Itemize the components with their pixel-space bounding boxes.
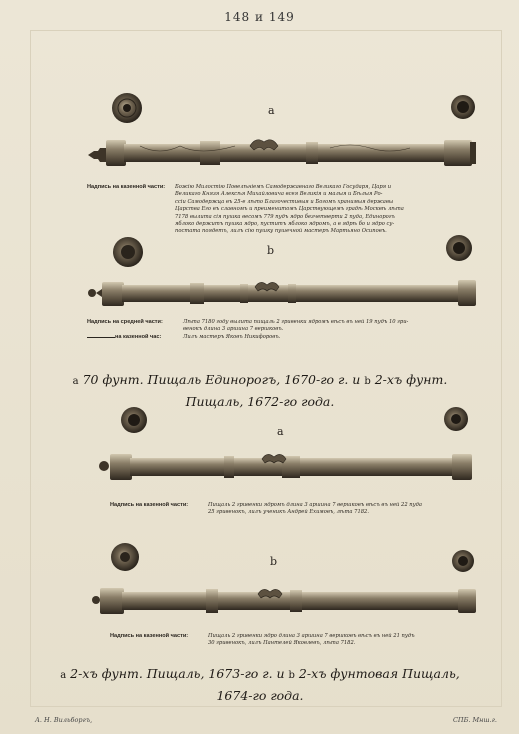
inscription-2-text-breech: Лилъ мастеръ Яковъ Никифоровъ.	[183, 333, 281, 340]
muzzle-end-view-4	[111, 543, 139, 571]
caption-2-text-a: 2-хъ фунт. Пищаль, 1673-го г. и	[66, 666, 289, 681]
inscription-3	[110, 502, 430, 517]
breech-end-view-2	[446, 235, 472, 261]
page-number: 148 и 149	[224, 10, 295, 24]
inscription-2-line: венокъ длина 3 аршина 7 вершковъ.	[183, 326, 284, 333]
breech-end-view-4	[452, 550, 474, 572]
inscription-3-line: 25 гривенокъ, лилъ ученикъ Андрей Ехимовъ, лѣта 7182.	[208, 509, 369, 516]
inscription-2-line: Лѣта 7180 году вылита пищаль 2 гривенки ядромъ вѣсъ въ ней 19 пудъ 10 гри-	[183, 319, 409, 325]
inscription-1-label: Надпись на казенной части:	[87, 184, 166, 190]
inscription-4-label: Надпись на казенной части:	[110, 633, 189, 639]
muzzle-end-view-2	[113, 237, 143, 267]
inscription-1-line: яблоко держитъ пушка ядро, пуститъ яблоко ядромъ, а в ядрѣ бо и ядро су-	[175, 221, 395, 228]
cannon-4-barrel	[92, 588, 476, 614]
caption-1-letter-b: b	[364, 376, 371, 387]
caption-1-text-a: 70 фунт. Пищаль Единорогъ, 1670-го г. и	[78, 372, 365, 387]
inscription-4-text	[208, 633, 415, 648]
cannon-letter-b-2: b	[270, 555, 278, 568]
inscription-2-label-middle: Надпись на средней части:	[87, 319, 163, 325]
inscription-2-text-middle	[183, 319, 408, 334]
cannon-letter-a-2: a	[277, 425, 284, 438]
inscription-2	[87, 319, 417, 341]
muzzle-end-view-1	[112, 93, 142, 123]
cannon-letter-a-1: a	[268, 104, 275, 117]
caption-2-line-1	[20, 664, 500, 686]
inscription-2-label-breech: на казенной час:	[115, 333, 162, 340]
caption-2	[20, 664, 500, 706]
caption-1-line-2: Пищаль, 1672-го года.	[185, 394, 335, 409]
cannon-letter-b-1: b	[267, 244, 275, 257]
caption-2-text-b: 2-хъ фунтовая Пищаль,	[294, 666, 460, 681]
inscription-3-line: Пищаль 2 гривенки ядромъ длина 3 аршина 7 вершковъ вѣсъ въ ней 22 пуда	[208, 502, 423, 508]
inscription-1-line: 7178 вылита сія пушка весомъ 779 пудъ ядро безчетверти 2 пуда, Единорогъ	[175, 213, 395, 220]
inscription-2-dash	[87, 334, 115, 338]
inscription-1-line: ссіи Самодержца въ 25-е лѣто Благочестивыя и Богомъ хранимыя державы	[175, 198, 394, 205]
footer-publisher: СПБ. Мнш.г.	[452, 716, 497, 724]
caption-2-letter-a: a	[60, 670, 67, 681]
inscription-4-line: 30 гривенокъ, лилъ Пантелей Яковлевъ, лѣта 7182.	[208, 640, 356, 647]
caption-1-text-b: 2-хъ фунт.	[370, 372, 448, 387]
inscription-1-line: постата поядетъ, лилъ сію пушку пушечной мастеръ Мартьяно Осиповъ.	[175, 228, 387, 235]
caption-2-line-2: 1674-го года.	[216, 688, 304, 703]
breech-end-view-1	[451, 95, 475, 119]
caption-1-letter-a: a	[72, 376, 79, 387]
inscription-1-line: Божію Милостію Повелѣніемъ Самодержавнаго Великаго Государя, Царя и	[175, 184, 392, 190]
inscription-4	[110, 633, 430, 648]
inscription-1-text	[175, 184, 404, 236]
inscription-4-line: Пищаль 2 гривенки ядро длина 3 аршина 7 вершковъ вѣсъ въ ней 21 пудъ	[208, 633, 415, 639]
caption-2-letter-b: b	[288, 670, 295, 681]
cannon-2-barrel	[88, 280, 476, 306]
caption-1-line-1	[20, 370, 500, 392]
inscription-3-label: Надпись на казенной части:	[110, 502, 189, 508]
footer-printer: А. Н. Вильборгъ,	[35, 716, 93, 724]
caption-1	[20, 370, 500, 412]
cannon-1-barrel	[88, 140, 476, 166]
inscription-1-line: Великаго Князя Алексѣя Михайловича всея Великія и малыя и Бѣлыя Ро-	[175, 191, 383, 198]
inscription-1-line: Царства Его въ славномъ и преименитомъ Царствующемъ градѣ Москвѣ лѣта	[175, 206, 404, 213]
inscription-3-text	[208, 502, 422, 517]
inscription-1	[87, 184, 417, 236]
cannon-3-barrel	[99, 454, 472, 480]
